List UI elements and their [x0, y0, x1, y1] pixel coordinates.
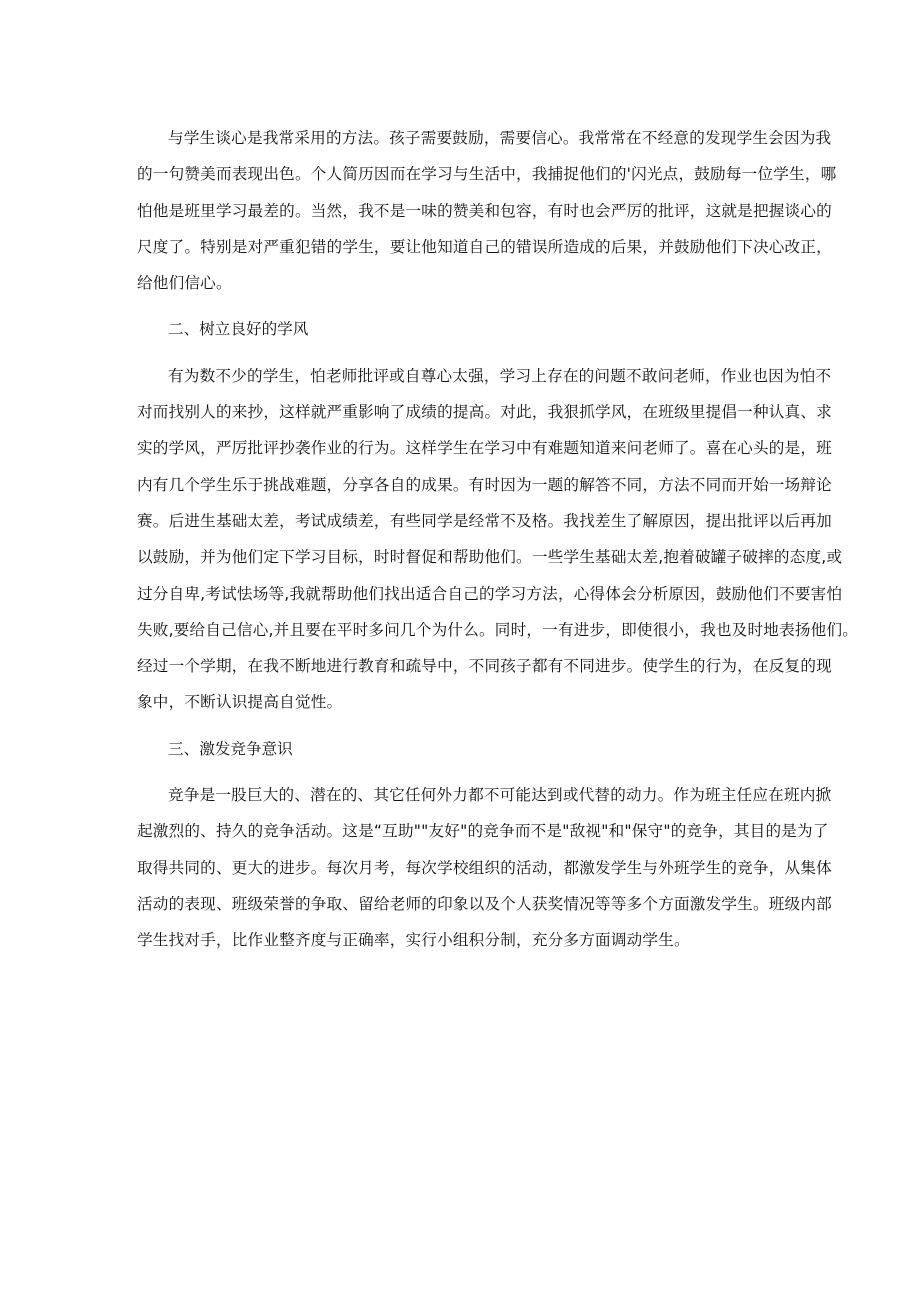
text-line: 经过一个学期，在我不断地进行教育和疏导中，不同孩子都有不同进步。使学生的行为，在反复的现 — [137, 657, 832, 676]
paragraph-heart-to-heart — [137, 120, 837, 301]
text-line: 赛。后进生基础太差，考试成绩差，有些同学是经常不及格。我找差生了解原因，提出批评以后再加 — [137, 511, 832, 530]
paragraph-competition — [137, 777, 832, 958]
paragraph-study-style — [137, 358, 859, 721]
text-line: 活动的表现、班级荣誉的争取、留给老师的印象以及个人获奖情况等等多个方面激发学生。班级内部 — [137, 894, 832, 913]
text-line: 与学生谈心是我常采用的方法。孩子需要鼓励，需要信心。我常常在不经意的发现学生会因为我 — [168, 129, 832, 147]
text-line: 实的学风，严厉批评抄袭作业的行为。这样学生在学习中有难题知道来问老师了。喜在心头的是，班 — [137, 439, 832, 458]
text-line: 象中，不断认识提高自觉性。 — [137, 693, 343, 712]
section-heading-study-style: 二、树立良好的学风 — [168, 320, 309, 339]
section-heading-competition: 三、激发竞争意识 — [168, 739, 293, 758]
text-line: 失败,要给自己信心,并且要在平时多问几个为什么。同时，一有进步，即使很小，我也及时地表扬他们。 — [137, 620, 859, 639]
text-line: 尺度了。特别是对严重犯错的学生，要让他知道自己的错误所造成的后果，并鼓励他们下决心改正， — [137, 237, 832, 256]
text-line: 竞争是一股巨大的、潜在的、其它任何外力都不可能达到或代替的动力。作为班主任应在班内掀 — [168, 786, 832, 805]
text-line: 过分自卑,考试怯场等,我就帮助他们找出适合自己的学习方法，心得体会分析原因，鼓励他们不要害怕 — [137, 584, 843, 603]
text-line: 起激烈的、持久的竞争活动。这是“互助""友好"的竞争而不是"敌视"和"保守"的竞争，其目的是为了 — [137, 822, 829, 841]
text-line: 对而找别人的来抄，这样就严重影响了成绩的提高。对此，我狠抓学风，在班级里提倡一种认真、求 — [137, 403, 832, 422]
text-line: 有为数不少的学生，怕老师批评或自尊心太强，学习上存在的问题不敢问老师，作业也因为怕不 — [168, 366, 832, 385]
text-line: 取得共同的、更大的进步。每次月考，每次学校组织的活动，都激发学生与外班学生的竞争，从集体 — [137, 858, 832, 877]
text-line: 学生找对手，比作业整齐度与正确率，实行小组积分制，充分多方面调动学生。 — [137, 931, 690, 950]
text-line: 给他们信心。 — [137, 274, 232, 293]
text-line: 内有几个学生乐于挑战难题，分享各自的成果。有时因为一题的解答不同，方法不同而开始一场辩论 — [137, 475, 832, 494]
text-line: 的一句赞美而表现出色。个人简历因而在学习与生活中，我捕捉他们的'闪光点，鼓励每一位学生，哪 — [137, 165, 837, 184]
text-line: 以鼓励，并为他们定下学习目标，时时督促和帮助他们。一些学生基础太差,抱着破罐子破摔的态度,或 — [137, 548, 843, 567]
document-body — [137, 120, 859, 969]
text-line: 怕他是班里学习最差的。当然，我不是一味的赞美和包容，有时也会严厉的批评，这就是把握谈心的 — [137, 201, 832, 220]
